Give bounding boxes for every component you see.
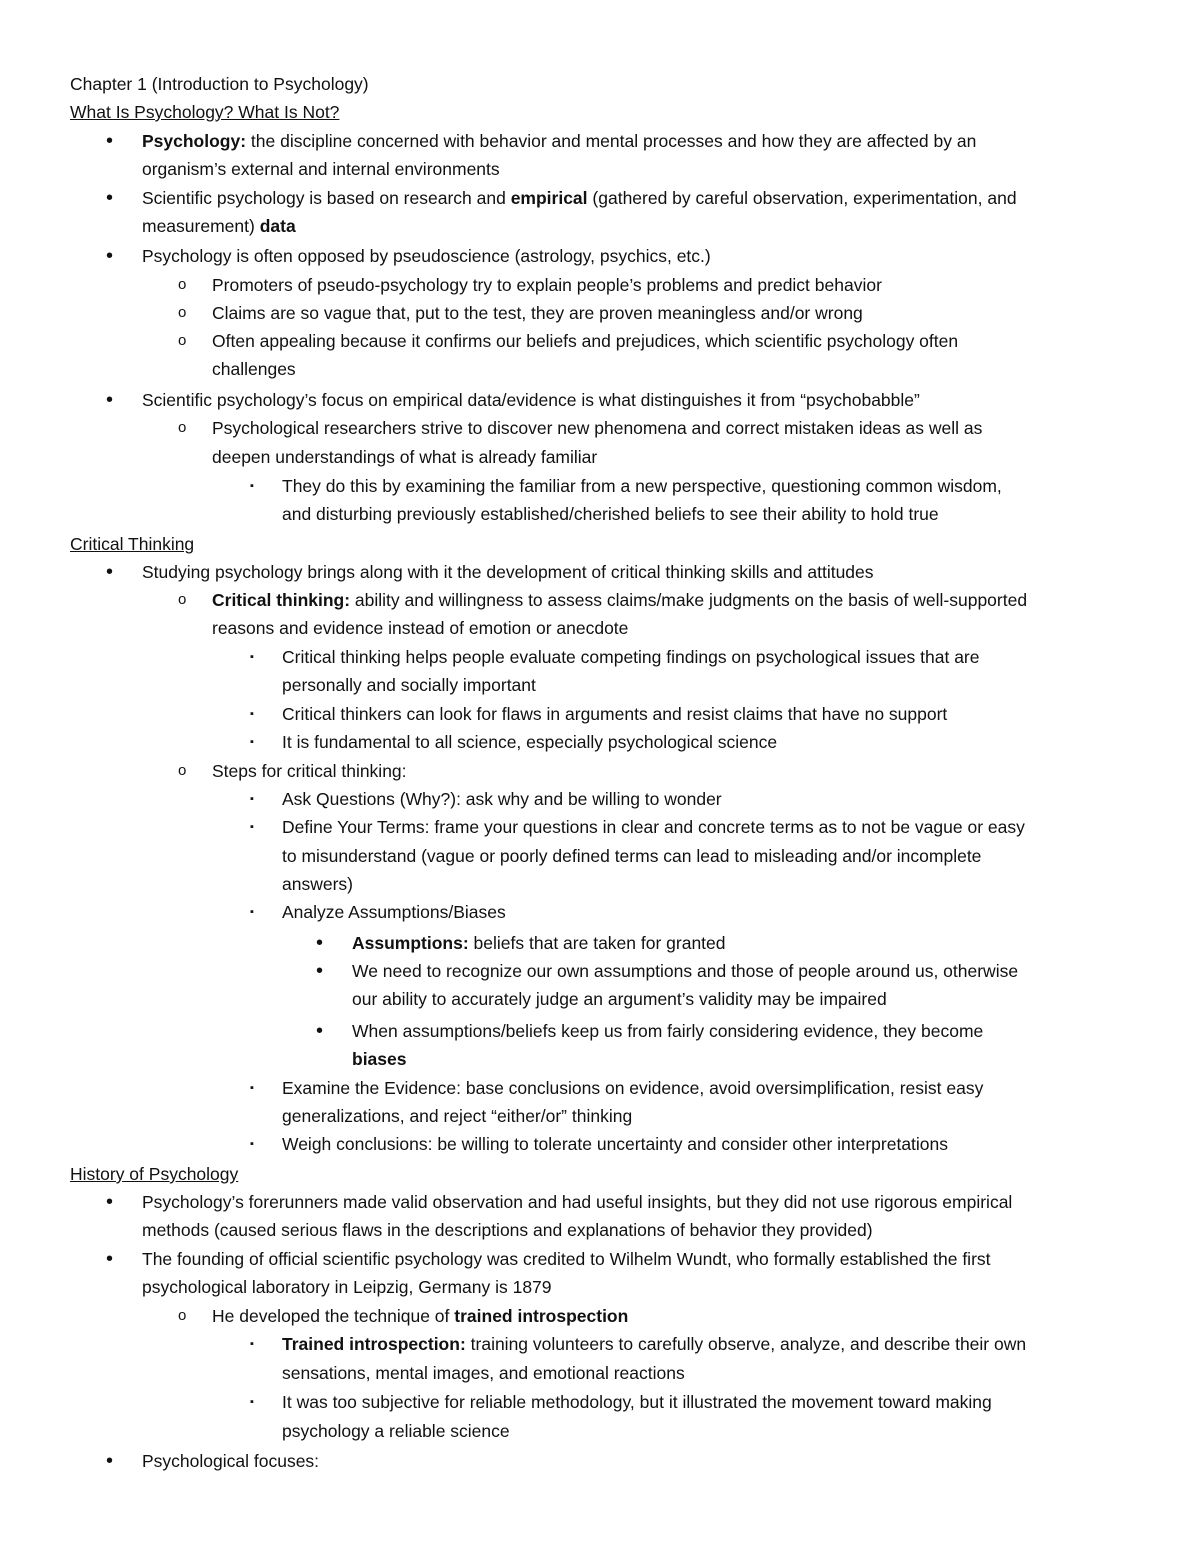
bullet-item — [142, 389, 920, 411]
bullet-item — [212, 330, 958, 352]
bullet-continuation — [282, 674, 536, 696]
bullet-marker: ▪ — [250, 480, 254, 492]
text-run: Define Your Terms: frame your questions in clear and concrete terms as to not be vague or easy — [282, 817, 1025, 837]
text-run: psychological laboratory in Leipzig, Germany is 1879 — [142, 1277, 552, 1297]
bullet-marker: ▪ — [250, 821, 254, 833]
text-run: Psychological researchers strive to discover new phenomena and correct mistaken ideas as well as — [212, 418, 983, 438]
bullet-continuation — [142, 1219, 873, 1241]
text-run: organism’s external and internal environments — [142, 159, 500, 179]
bullet-continuation — [282, 1105, 632, 1127]
bullet-item — [282, 816, 1025, 838]
bullet-marker: • — [316, 1020, 324, 1042]
text-run: the discipline concerned with behavior and mental processes and how they are affected by an — [246, 131, 977, 151]
text-run: It was too subjective for reliable methodology, but it illustrated the movement toward making — [282, 1392, 992, 1412]
bullet-continuation — [352, 988, 887, 1010]
bullet-continuation — [282, 1362, 685, 1384]
bullet-marker: • — [106, 187, 114, 209]
bullet-item — [142, 561, 874, 583]
bold-term: Assumptions: — [352, 933, 469, 953]
bullet-item — [282, 901, 506, 923]
bold-term: data — [259, 216, 296, 236]
text-run: Often appealing because it confirms our beliefs and prejudices, which scientific psychology often — [212, 331, 959, 351]
bullet-item — [212, 1305, 628, 1327]
text-run: The founding of official scientific psychology was credited to Wilhelm Wundt, who formally established the first — [142, 1249, 991, 1269]
text-run: personally and socially important — [282, 675, 536, 695]
bullet-continuation — [282, 873, 353, 895]
text-run: Psychological focuses: — [142, 1451, 320, 1471]
text-run: Critical thinking helps people evaluate competing findings on psychological issues that are — [282, 647, 980, 667]
bullet-item — [282, 703, 947, 725]
bullet-marker: ▪ — [250, 651, 254, 663]
bullet-continuation — [212, 358, 296, 380]
bullet-item — [352, 1020, 983, 1042]
bold-term: empirical — [510, 188, 588, 208]
text-run: answers) — [282, 874, 353, 894]
text-run: (gathered by careful observation, experimentation, and — [587, 188, 1017, 208]
bullet-item — [142, 1191, 1012, 1213]
bold-term: trained introspection — [454, 1306, 629, 1326]
bullet-item — [142, 130, 976, 152]
bullet-continuation — [352, 1048, 406, 1070]
bullet-marker: • — [316, 960, 324, 982]
bullet-item — [282, 731, 777, 753]
bullet-marker: ▪ — [250, 736, 254, 748]
bold-term: Trained introspection: — [282, 1334, 466, 1354]
text-run: Analyze Assumptions/Biases — [282, 902, 506, 922]
bullet-item — [212, 589, 1027, 611]
text-run: to misunderstand (vague or poorly defined terms can lead to misleading and/or incomplete — [282, 846, 982, 866]
text-run: Examine the Evidence: base conclusions on evidence, avoid oversimplification, resist easy — [282, 1078, 984, 1098]
bullet-item — [212, 417, 982, 439]
bullet-marker: o — [178, 419, 187, 436]
bullet-continuation — [212, 617, 628, 639]
bullet-marker: ▪ — [250, 708, 254, 720]
text-run: ability and willingness to assess claims/make judgments on the basis of well-supported — [350, 590, 1028, 610]
text-run: He developed the technique of — [212, 1306, 455, 1326]
bullet-marker: • — [106, 130, 114, 152]
bold-term: biases — [352, 1049, 407, 1069]
bullet-item — [212, 760, 407, 782]
bold-term: Critical thinking: — [212, 590, 351, 610]
text-run: our ability to accurately judge an argument’s validity may be impaired — [352, 989, 887, 1009]
bullet-item — [212, 274, 882, 296]
bullet-marker: ▪ — [250, 1082, 254, 1094]
bullet-marker: o — [178, 276, 187, 293]
bullet-marker: o — [178, 762, 187, 779]
bullet-marker: ▪ — [250, 1396, 254, 1408]
bullet-marker: ▪ — [250, 906, 254, 918]
bullet-item — [212, 302, 863, 324]
bullet-continuation — [142, 158, 500, 180]
bullet-item — [142, 245, 711, 267]
text-run: Psychology’s forerunners made valid observation and had useful insights, but they did not use rigorous empirical — [142, 1192, 1013, 1212]
text-run: deepen understandings of what is already familiar — [212, 447, 598, 467]
text-run: Scientific psychology’s focus on empirical data/evidence is what distinguishes it from “psychobabble” — [142, 390, 920, 410]
bullet-marker: ▪ — [250, 1338, 254, 1350]
text-run: When assumptions/beliefs keep us from fairly considering evidence, they become — [352, 1021, 984, 1041]
bullet-continuation — [212, 446, 597, 468]
text-run: challenges — [212, 359, 296, 379]
bullet-item — [282, 1391, 992, 1413]
bullet-item — [282, 646, 980, 668]
bullet-marker: • — [316, 932, 324, 954]
bullet-marker: • — [106, 245, 114, 267]
bullet-marker: • — [106, 1450, 114, 1472]
text-run: Psychology is often opposed by pseudoscience (astrology, psychics, etc.) — [142, 246, 711, 266]
text-run: Weigh conclusions: be willing to tolerate uncertainty and consider other interpretations — [282, 1134, 949, 1154]
text-run: generalizations, and reject “either/or” thinking — [282, 1106, 633, 1126]
bullet-marker: ▪ — [250, 793, 254, 805]
text-run: Steps for critical thinking: — [212, 761, 407, 781]
section-heading: History of Psychology — [70, 1164, 239, 1184]
bullet-item — [282, 788, 722, 810]
bullet-item — [142, 1450, 319, 1472]
text-run: Ask Questions (Why?): ask why and be willing to wonder — [282, 789, 722, 809]
bullet-continuation — [142, 1276, 552, 1298]
text-run: It is fundamental to all science, especially psychological science — [282, 732, 778, 752]
bullet-marker: • — [106, 1191, 114, 1213]
bullet-item — [282, 1133, 948, 1155]
text-run: and disturbing previously established/cherished beliefs to see their ability to hold true — [282, 504, 939, 524]
text-run: Studying psychology brings along with it the development of critical thinking skills and attitudes — [142, 562, 874, 582]
bullet-marker: o — [178, 591, 187, 608]
text-run: Critical thinkers can look for flaws in arguments and resist claims that have no support — [282, 704, 948, 724]
bullet-continuation — [142, 215, 296, 237]
bullet-continuation — [282, 1420, 510, 1442]
bullet-marker: • — [106, 389, 114, 411]
text-run: training volunteers to carefully observe, analyze, and describe their own — [465, 1334, 1027, 1354]
text-run: Claims are so vague that, put to the test, they are proven meaningless and/or wrong — [212, 303, 863, 323]
bold-term: Psychology: — [142, 131, 247, 151]
section-heading: What Is Psychology? What Is Not? — [70, 102, 340, 122]
bullet-marker: • — [106, 1248, 114, 1270]
bullet-item — [142, 1248, 991, 1270]
bullet-item — [142, 187, 1017, 209]
bullet-marker: o — [178, 304, 187, 321]
text-run: sensations, mental images, and emotional reactions — [282, 1363, 685, 1383]
bullet-continuation — [282, 845, 981, 867]
bullet-continuation — [282, 503, 939, 525]
bullet-marker: o — [178, 332, 187, 349]
text-run: psychology a reliable science — [282, 1421, 510, 1441]
bullet-marker: ▪ — [250, 1138, 254, 1150]
text-run: Scientific psychology is based on research and — [142, 188, 511, 208]
bullet-item — [352, 932, 726, 954]
bullet-item — [282, 475, 1002, 497]
text-run: measurement) — [142, 216, 260, 236]
text-run: They do this by examining the familiar from a new perspective, questioning common wisdom, — [282, 476, 1002, 496]
bullet-item — [282, 1077, 983, 1099]
bullet-marker: o — [178, 1307, 187, 1324]
text-run: methods (caused serious flaws in the descriptions and explanations of behavior they provided) — [142, 1220, 873, 1240]
text-run: reasons and evidence instead of emotion or anecdote — [212, 618, 629, 638]
text-run: Promoters of pseudo-psychology try to explain people’s problems and predict behavior — [212, 275, 882, 295]
bullet-marker: • — [106, 561, 114, 583]
bullet-item — [282, 1333, 1026, 1355]
bullet-item — [352, 960, 1018, 982]
text-run: beliefs that are taken for granted — [468, 933, 726, 953]
section-heading: Critical Thinking — [70, 534, 195, 554]
text-run: We need to recognize our own assumptions and those of people around us, otherwise — [352, 961, 1019, 981]
chapter-title: Chapter 1 (Introduction to Psychology) — [70, 74, 369, 94]
